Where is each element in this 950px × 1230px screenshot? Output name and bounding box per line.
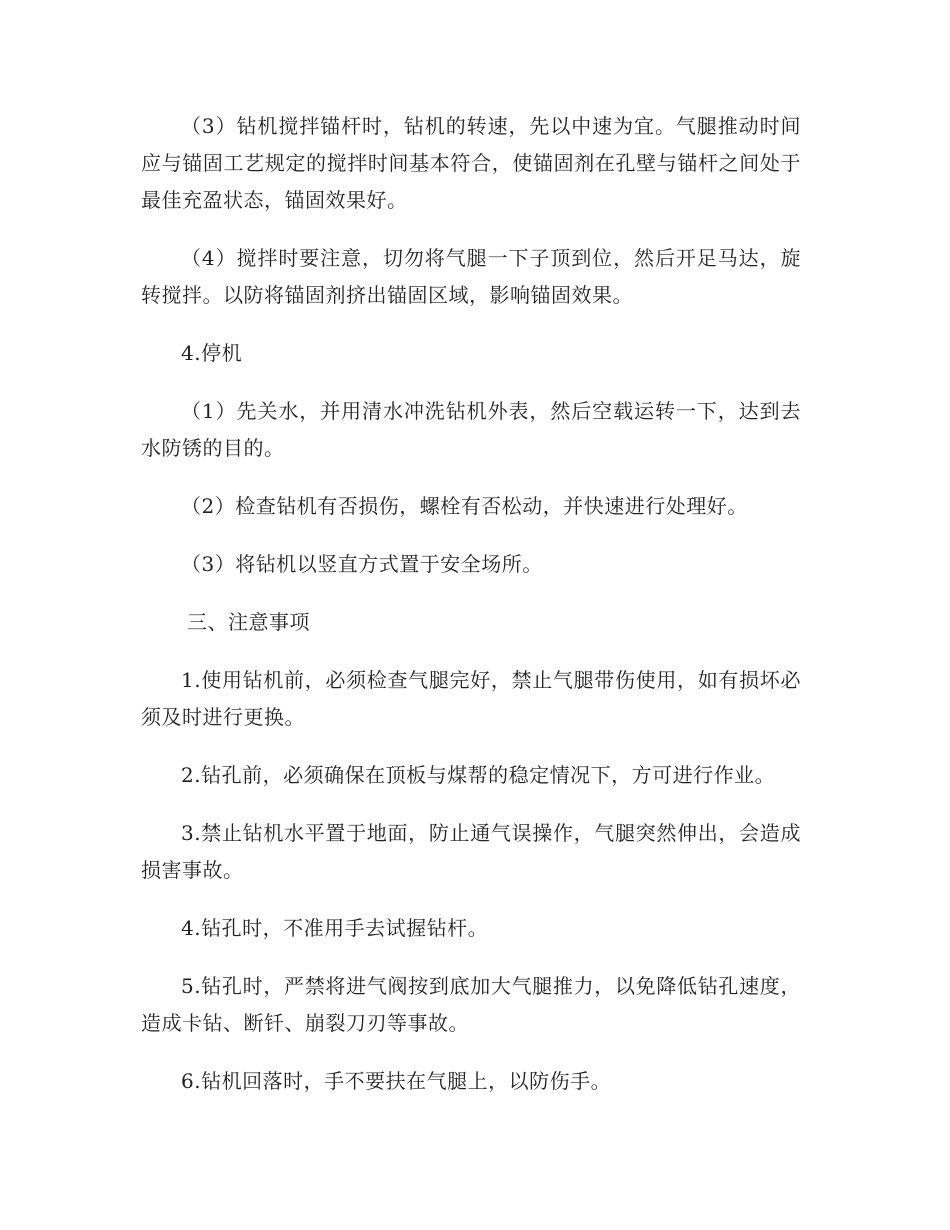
paragraph-shutdown-3: （3）将钻机以竖直方式置于安全场所。	[181, 552, 543, 576]
precaution-item-2: 2.钻孔前，必须确保在顶板与煤帮的稳定情况下，方可进行作业。	[181, 763, 776, 787]
paragraph-step-3-stirring: （3）钻机搅拌锚杆时，钻机的转速，先以中速为宜。气腿推动时间应与锚固工艺规定的搅拌时间基本符合，使锚固剂在孔壁与锚杆之间处于最佳充盈状态，锚固效果好。	[141, 114, 801, 212]
section-heading-precautions: 三、注意事项	[187, 610, 310, 634]
paragraph-step-4-stirring: （4）搅拌时要注意，切勿将气腿一下子顶到位，然后开足马达，旋转搅拌。以防将锚固剂挤出锚固区域，影响锚固效果。	[141, 246, 801, 307]
precaution-item-6: 6.钻机回落时，手不要扶在气腿上，以防伤手。	[181, 1069, 612, 1093]
paragraph-shutdown-2: （2）检查钻机有否损伤，螺栓有否松动，并快速进行处理好。	[181, 494, 748, 518]
precaution-item-1: 1.使用钻机前，必须检查气腿完好，禁止气腿带伤使用，如有损坏必须及时进行更换。	[141, 668, 801, 729]
paragraph-shutdown-1: （1）先关水，并用清水冲洗钻机外表，然后空载运转一下，达到去水防锈的目的。	[141, 399, 801, 460]
precaution-item-3: 3.禁止钻机水平置于地面，防止通气误操作，气腿突然伸出，会造成损害事故。	[141, 821, 801, 882]
section-heading-shutdown: 4.停机	[181, 341, 243, 365]
precaution-item-5: 5.钻孔时，严禁将进气阀按到底加大气腿推力，以免降低钻孔速度，造成卡钻、断钎、崩裂刀刃等事故。	[141, 974, 801, 1035]
precaution-item-4: 4.钻孔时，不准用手去试握钻杆。	[181, 916, 489, 940]
document-body	[141, 108, 801, 1121]
